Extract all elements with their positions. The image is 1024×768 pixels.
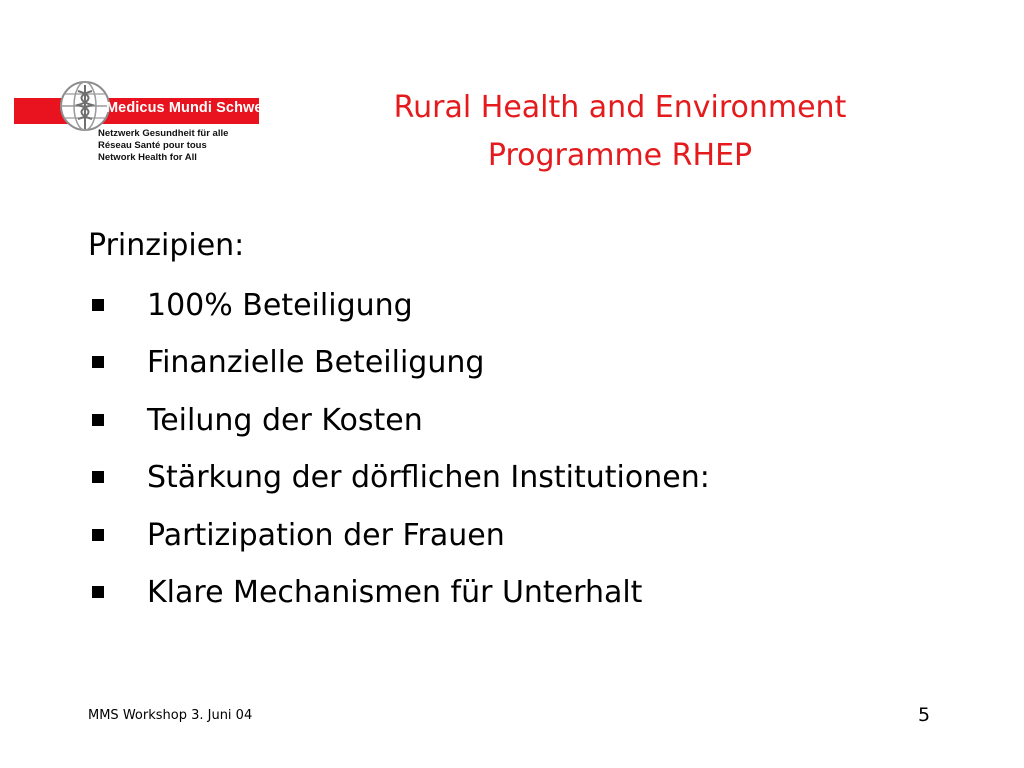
footer-label: MMS Workshop 3. Juni 04 xyxy=(88,708,253,723)
square-bullet-icon xyxy=(92,471,104,483)
square-bullet-icon xyxy=(92,356,104,368)
content-heading: Prinzipien: xyxy=(88,228,245,263)
square-bullet-icon xyxy=(92,586,104,598)
page-number: 5 xyxy=(918,704,931,726)
square-bullet-icon xyxy=(92,414,104,426)
bullet-text: Teilung der Kosten xyxy=(147,402,423,438)
globe-caduceus-icon xyxy=(58,79,112,133)
bullet-text: 100% Beteiligung xyxy=(147,288,413,323)
square-bullet-icon xyxy=(92,299,104,311)
bullet-text: Klare Mechanismen für Unterhalt xyxy=(147,574,643,610)
mms-logo xyxy=(14,78,275,163)
slide-title-line-2: Programme RHEP xyxy=(487,138,753,173)
logo-tagline-de: Netzwerk Gesundheit für alle xyxy=(98,128,229,139)
bullet-text: Partizipation der Frauen xyxy=(147,517,505,553)
logo-tagline-fr: Réseau Santé pour tous xyxy=(98,140,207,151)
slide-title-line-1: Rural Health and Environment xyxy=(393,90,847,125)
bullet-text: Stärkung der dörflichen Institutionen: xyxy=(147,460,710,496)
square-bullet-icon xyxy=(92,529,104,541)
slide-title xyxy=(300,84,940,180)
logo-tagline-en: Network Health for All xyxy=(98,152,197,163)
bullet-text: Finanzielle Beteiligung xyxy=(147,345,485,381)
logo-name: Medicus Mundi Schweiz xyxy=(106,100,275,116)
